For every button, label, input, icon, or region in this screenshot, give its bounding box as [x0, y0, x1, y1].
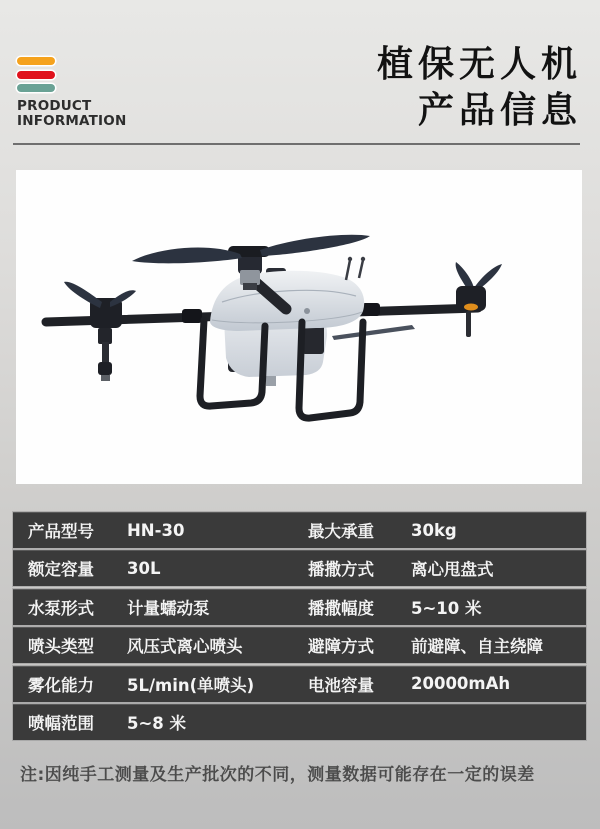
- spec-label: 喷幅范围: [28, 713, 94, 733]
- spec-label: 额定容量: [28, 560, 94, 580]
- spec-value: 风压式离心喷头: [127, 637, 243, 657]
- spec-value: 离心甩盘式: [411, 560, 494, 580]
- drone-image: [16, 170, 582, 484]
- red-bar: [17, 71, 55, 79]
- spec-row: [13, 627, 586, 663]
- spec-table: [13, 512, 586, 740]
- orange-marker: [464, 304, 478, 311]
- spec-row: [13, 550, 586, 586]
- logo-caption: [17, 99, 126, 129]
- logo-caption-line2: INFORMATION: [17, 113, 127, 129]
- logo-caption-line1: PRODUCT: [17, 98, 92, 114]
- spec-label: 播撒方式: [308, 560, 374, 580]
- page-title: [377, 42, 582, 134]
- spec-row: [13, 512, 586, 548]
- teal-bar: [17, 84, 55, 92]
- spec-row: [13, 666, 586, 702]
- spec-label: 水泵形式: [28, 598, 94, 618]
- spec-label: 电池容量: [308, 675, 374, 695]
- spec-value: 5~8 米: [127, 713, 187, 733]
- page-title-line1: 植保无人机: [376, 44, 582, 85]
- spec-value: 计量蠕动泵: [127, 598, 210, 618]
- orange-bar: [17, 57, 55, 65]
- spec-value: 20000mAh: [411, 674, 511, 694]
- spec-label: 喷头类型: [28, 637, 94, 657]
- spec-value: 30L: [127, 558, 161, 578]
- spec-value: HN-30: [127, 520, 185, 540]
- spec-row: [13, 704, 586, 740]
- spec-value: 30kg: [411, 520, 457, 540]
- spec-label: 播撒幅度: [308, 598, 374, 618]
- brand-logo: [17, 57, 55, 98]
- spec-value: 5~10 米: [411, 598, 482, 618]
- page-title-line2: 产品信息: [417, 90, 582, 131]
- header-divider: [13, 143, 580, 145]
- spec-label: 最大承重: [308, 522, 374, 541]
- spec-value: 前避障、自主绕障: [411, 637, 543, 657]
- spec-value: 5L/min(单喷头): [127, 675, 255, 695]
- spec-row: [13, 589, 586, 625]
- spec-label: 产品型号: [28, 522, 94, 541]
- spec-label: 避障方式: [308, 637, 374, 657]
- spec-label: 雾化能力: [28, 675, 94, 695]
- product-photo-panel: [16, 170, 582, 484]
- measurement-note: 注:因纯手工测量及生产批次的不同，测量数据可能存在一定的误差: [20, 765, 535, 785]
